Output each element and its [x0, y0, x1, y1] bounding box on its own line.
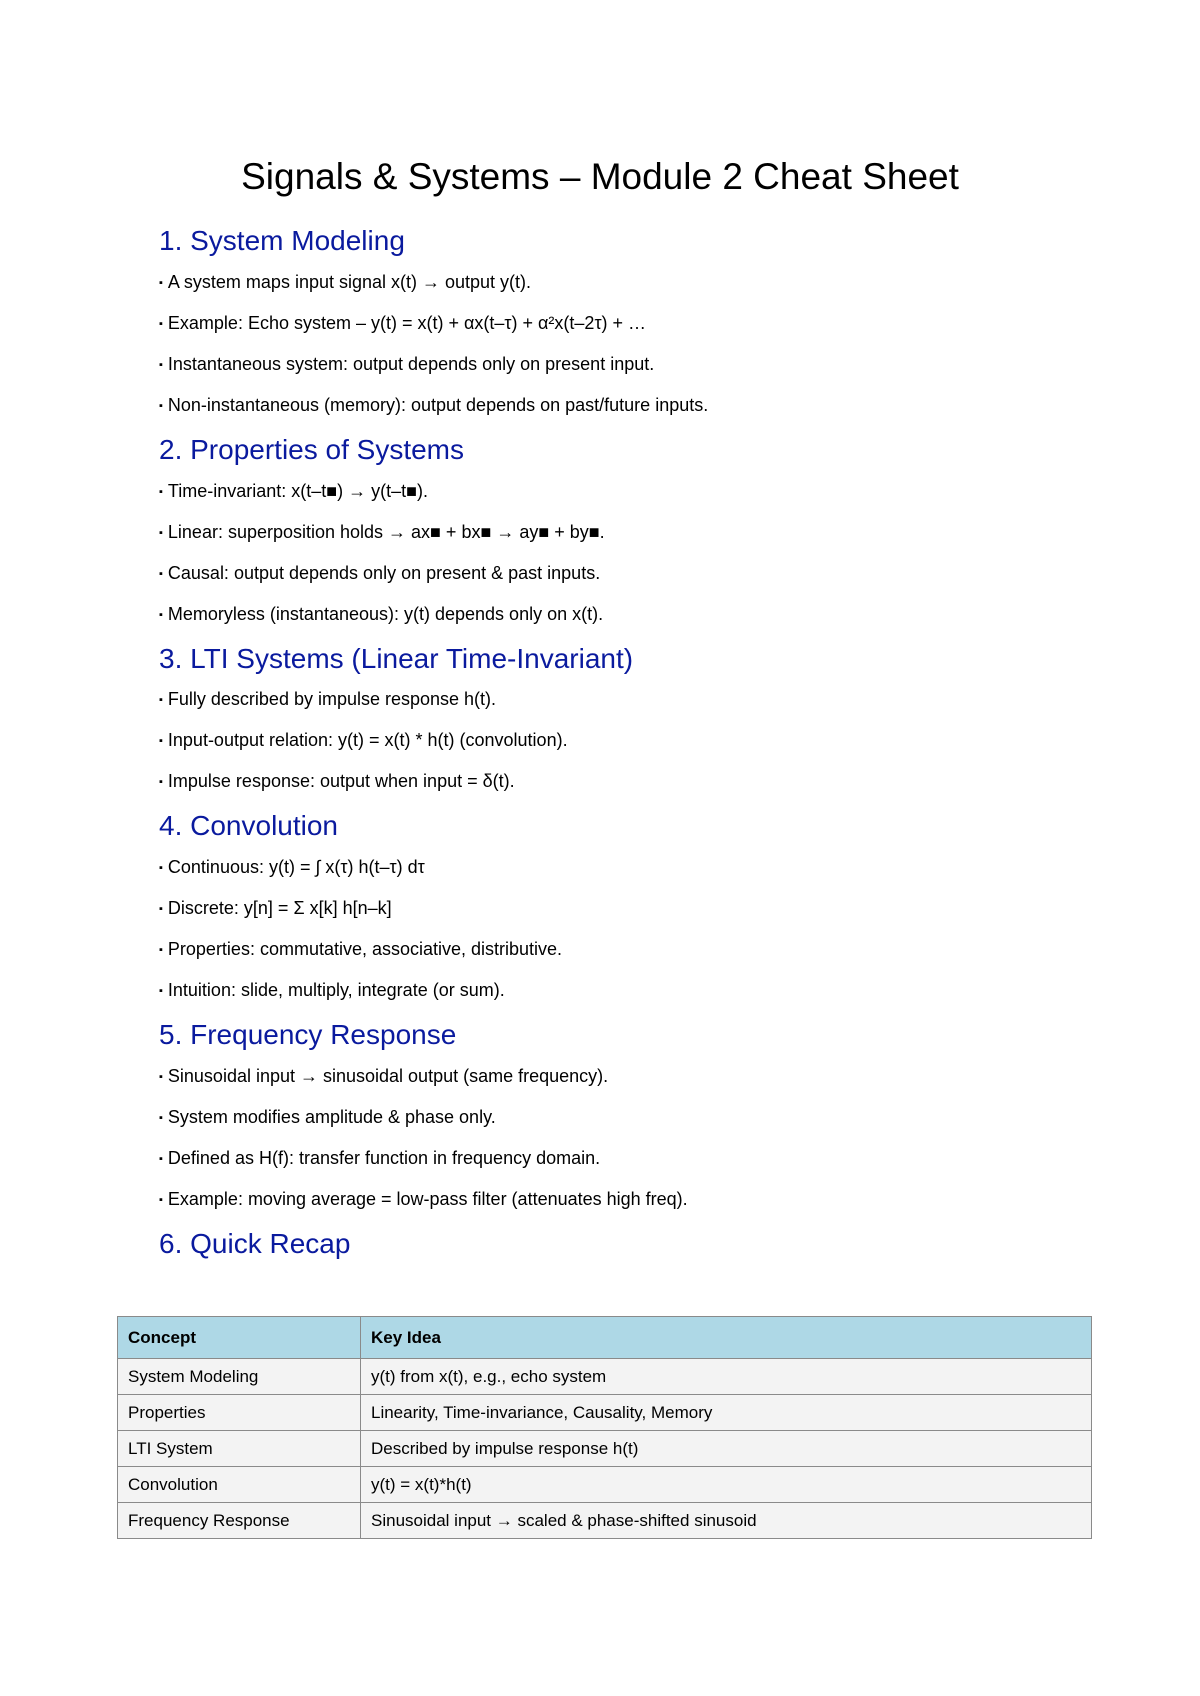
section-heading-frequency-response: 5. Frequency Response: [159, 1019, 457, 1051]
list-item-text: System modifies amplitude & phase only.: [167, 1106, 496, 1127]
bullet-icon: ▪: [159, 608, 163, 621]
list-item-text: Discrete: y[n] = Σ x[k] h[n–k]: [167, 898, 392, 919]
list-item: [159, 1188, 1119, 1211]
list-item-text: Example: Echo system – y(t) = x(t) + αx(t–τ) + α²x(t–2τ) + …: [167, 312, 647, 333]
cheat-sheet-content: [159, 226, 1119, 1274]
bullet-icon: ▪: [159, 1070, 163, 1083]
list-item-text: Memoryless (instantaneous): y(t) depends only on x(t).: [167, 603, 604, 624]
list-item: [159, 897, 1119, 920]
bullet-icon: ▪: [159, 567, 163, 580]
section-heading-properties: 2. Properties of Systems: [159, 433, 465, 465]
list-item-text: Linear: superposition holds → ax■ + bx■ → ay■ + by■.: [167, 521, 605, 542]
table-cell-key-idea: Sinusoidal input → scaled & phase-shifted sinusoid: [361, 1503, 1092, 1539]
recap-table: [117, 1316, 1092, 1539]
list-item: [159, 856, 1119, 879]
list-item-text: Instantaneous system: output depends only on present input.: [167, 353, 655, 374]
list-item: [159, 394, 1119, 417]
list-item-text: A system maps input signal x(t) → output y(t).: [167, 271, 532, 292]
list-item: [159, 312, 1119, 335]
list-item-text: Time-invariant: x(t–t■) → y(t–t■).: [167, 480, 429, 501]
table-cell-concept: Properties: [118, 1395, 361, 1431]
list-item-text: Fully described by impulse response h(t).: [167, 689, 497, 710]
table-cell-key-idea: y(t) = x(t)*h(t): [361, 1467, 1092, 1503]
table-row: [118, 1431, 1092, 1467]
list-item: [159, 521, 1119, 544]
list-item-text: Properties: commutative, associative, distributive.: [167, 939, 563, 960]
bullet-icon: ▪: [159, 1193, 163, 1206]
table-cell-concept: LTI System: [118, 1431, 361, 1467]
list-item: [159, 729, 1119, 752]
list-item-text: Continuous: y(t) = ∫ x(τ) h(t–τ) dτ: [167, 857, 425, 878]
bullet-list-properties: [159, 480, 1119, 626]
list-item: [159, 1147, 1119, 1170]
bullet-icon: ▪: [159, 1152, 163, 1165]
column-header-key-idea: Key Idea: [361, 1317, 1092, 1359]
section-heading-system-modeling: 1. System Modeling: [159, 225, 405, 256]
bullet-icon: ▪: [159, 526, 163, 539]
table-cell-key-idea: y(t) from x(t), e.g., echo system: [361, 1359, 1092, 1395]
bullet-icon: ▪: [159, 358, 163, 371]
bullet-icon: ▪: [159, 399, 163, 412]
list-item: [159, 271, 1119, 294]
bullet-list-system-modeling: [159, 271, 1119, 417]
table-row: [118, 1503, 1092, 1539]
list-item: [159, 562, 1119, 585]
bullet-icon: ▪: [159, 903, 163, 916]
page-title: Signals & Systems – Module 2 Cheat Sheet: [241, 156, 959, 197]
list-item: [159, 688, 1119, 711]
list-item: [159, 603, 1119, 626]
section-heading-quick-recap: 6. Quick Recap: [159, 1227, 351, 1259]
list-item-text: Defined as H(f): transfer function in frequency domain.: [167, 1147, 601, 1168]
bullet-icon: ▪: [159, 485, 163, 498]
table-header-row: [118, 1317, 1092, 1359]
list-item-text: Intuition: slide, multiply, integrate (or sum).: [167, 980, 505, 1001]
table-cell-key-idea: Described by impulse response h(t): [361, 1431, 1092, 1467]
list-item: [159, 1065, 1119, 1088]
bullet-icon: ▪: [159, 317, 163, 330]
bullet-list-frequency-response: [159, 1065, 1119, 1211]
bullet-icon: ▪: [159, 985, 163, 998]
list-item-text: Input-output relation: y(t) = x(t) * h(t) (convolution).: [167, 730, 568, 751]
table-cell-concept: Convolution: [118, 1467, 361, 1503]
list-item-text: Impulse response: output when input = δ(t).: [167, 771, 515, 792]
table-cell-concept: System Modeling: [118, 1359, 361, 1395]
table-row: [118, 1467, 1092, 1503]
bullet-icon: ▪: [159, 944, 163, 957]
section-heading-convolution: 4. Convolution: [159, 810, 339, 842]
bullet-icon: ▪: [159, 735, 163, 748]
bullet-icon: ▪: [159, 776, 163, 789]
list-item: [159, 938, 1119, 961]
list-item-text: Example: moving average = low-pass filter (attenuates high freq).: [167, 1188, 688, 1209]
table-row: [118, 1395, 1092, 1431]
bullet-icon: ▪: [159, 276, 163, 289]
table-row: [118, 1359, 1092, 1395]
list-item: [159, 979, 1119, 1002]
table-cell-concept: Frequency Response: [118, 1503, 361, 1539]
list-item-text: Sinusoidal input → sinusoidal output (same frequency).: [167, 1065, 609, 1086]
list-item-text: Non-instantaneous (memory): output depends on past/future inputs.: [167, 394, 709, 415]
bullet-icon: ▪: [159, 694, 163, 707]
bullet-icon: ▪: [159, 1111, 163, 1124]
list-item: [159, 480, 1119, 503]
section-heading-lti-systems: 3. LTI Systems (Linear Time-Invariant): [159, 642, 634, 674]
table-cell-key-idea: Linearity, Time-invariance, Causality, Memory: [361, 1395, 1092, 1431]
bullet-list-convolution: [159, 856, 1119, 1002]
list-item: [159, 1106, 1119, 1129]
column-header-concept: Concept: [118, 1317, 361, 1359]
list-item-text: Causal: output depends only on present & past inputs.: [167, 562, 601, 583]
bullet-list-lti-systems: [159, 688, 1119, 793]
list-item: [159, 770, 1119, 793]
bullet-icon: ▪: [159, 862, 163, 875]
list-item: [159, 353, 1119, 376]
